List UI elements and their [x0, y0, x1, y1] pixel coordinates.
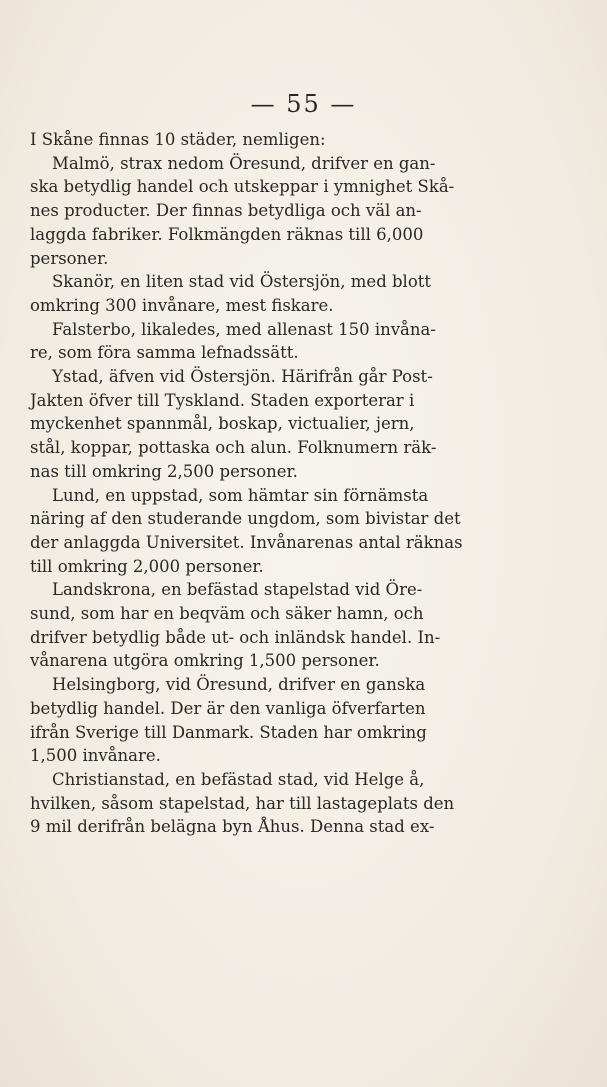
- text-line: sund, som har en beqväm och säker hamn, och: [30, 604, 424, 624]
- text-line: omkring 300 invånare, mest fiskare.: [30, 295, 334, 315]
- text-line: re, som föra samma lefnadssätt.: [30, 343, 299, 363]
- text-line: der anlaggda Universitet. Invånarenas antal räknas: [30, 532, 463, 552]
- text-line: nes producter. Der finnas betydliga och väl an-: [30, 201, 422, 221]
- text-line: till omkring 2,000 personer.: [30, 556, 264, 576]
- text-line: hvilken, såsom stapelstad, har till lastageplats den: [30, 793, 455, 813]
- text-line: ifrån Sverige till Danmark. Staden har omkring: [30, 722, 427, 742]
- text-line: Falsterbo, likaledes, med allenast 150 invåna-: [52, 319, 436, 339]
- text-line: 1,500 invånare.: [30, 746, 161, 766]
- page-body: [30, 128, 540, 839]
- text-line: Landskrona, en befästad stapelstad vid Öre-: [52, 580, 423, 600]
- text-line: stål, koppar, pottaska och alun. Folknumern räk-: [30, 438, 437, 458]
- text-line: myckenhet spannmål, boskap, victualier, jern,: [30, 414, 415, 434]
- page-number-header: — 55 —: [250, 90, 357, 118]
- text-line: vånarena utgöra omkring 1,500 personer.: [30, 651, 380, 671]
- text-line: nas till omkring 2,500 personer.: [30, 461, 298, 481]
- text-line: personer.: [30, 248, 109, 268]
- text-line: Skanör, en liten stad vid Östersjön, med blott: [52, 272, 432, 292]
- text-line: näring af den studerande ungdom, som bivistar det: [30, 509, 461, 529]
- text-line: Lund, en uppstad, som hämtar sin förnämsta: [52, 485, 429, 505]
- text-line: ska betydlig handel och utskeppar i ymnighet Skå-: [30, 177, 455, 197]
- text-line: laggda fabriker. Folkmängden räknas till 6,000: [30, 224, 424, 244]
- text-line: 9 mil derifrån belägna byn Åhus. Denna stad ex-: [30, 817, 435, 837]
- text-line: Ystad, äfven vid Östersjön. Härifrån går Post-: [52, 367, 433, 387]
- text-line: Jakten öfver till Tyskland. Staden exporterar i: [30, 390, 415, 410]
- text-line: drifver betydlig både ut- och inländsk handel. In-: [30, 627, 441, 647]
- text-line: Malmö, strax nedom Öresund, drifver en gan-: [52, 153, 436, 173]
- text-line: Christianstad, en befästad stad, vid Helge å,: [52, 769, 425, 789]
- text-line: Helsingborg, vid Öresund, drifver en ganska: [52, 675, 426, 695]
- text-line: I Skåne finnas 10 städer, nemligen:: [30, 130, 326, 149]
- text-line: betydlig handel. Der är den vanliga öfverfarten: [30, 698, 426, 718]
